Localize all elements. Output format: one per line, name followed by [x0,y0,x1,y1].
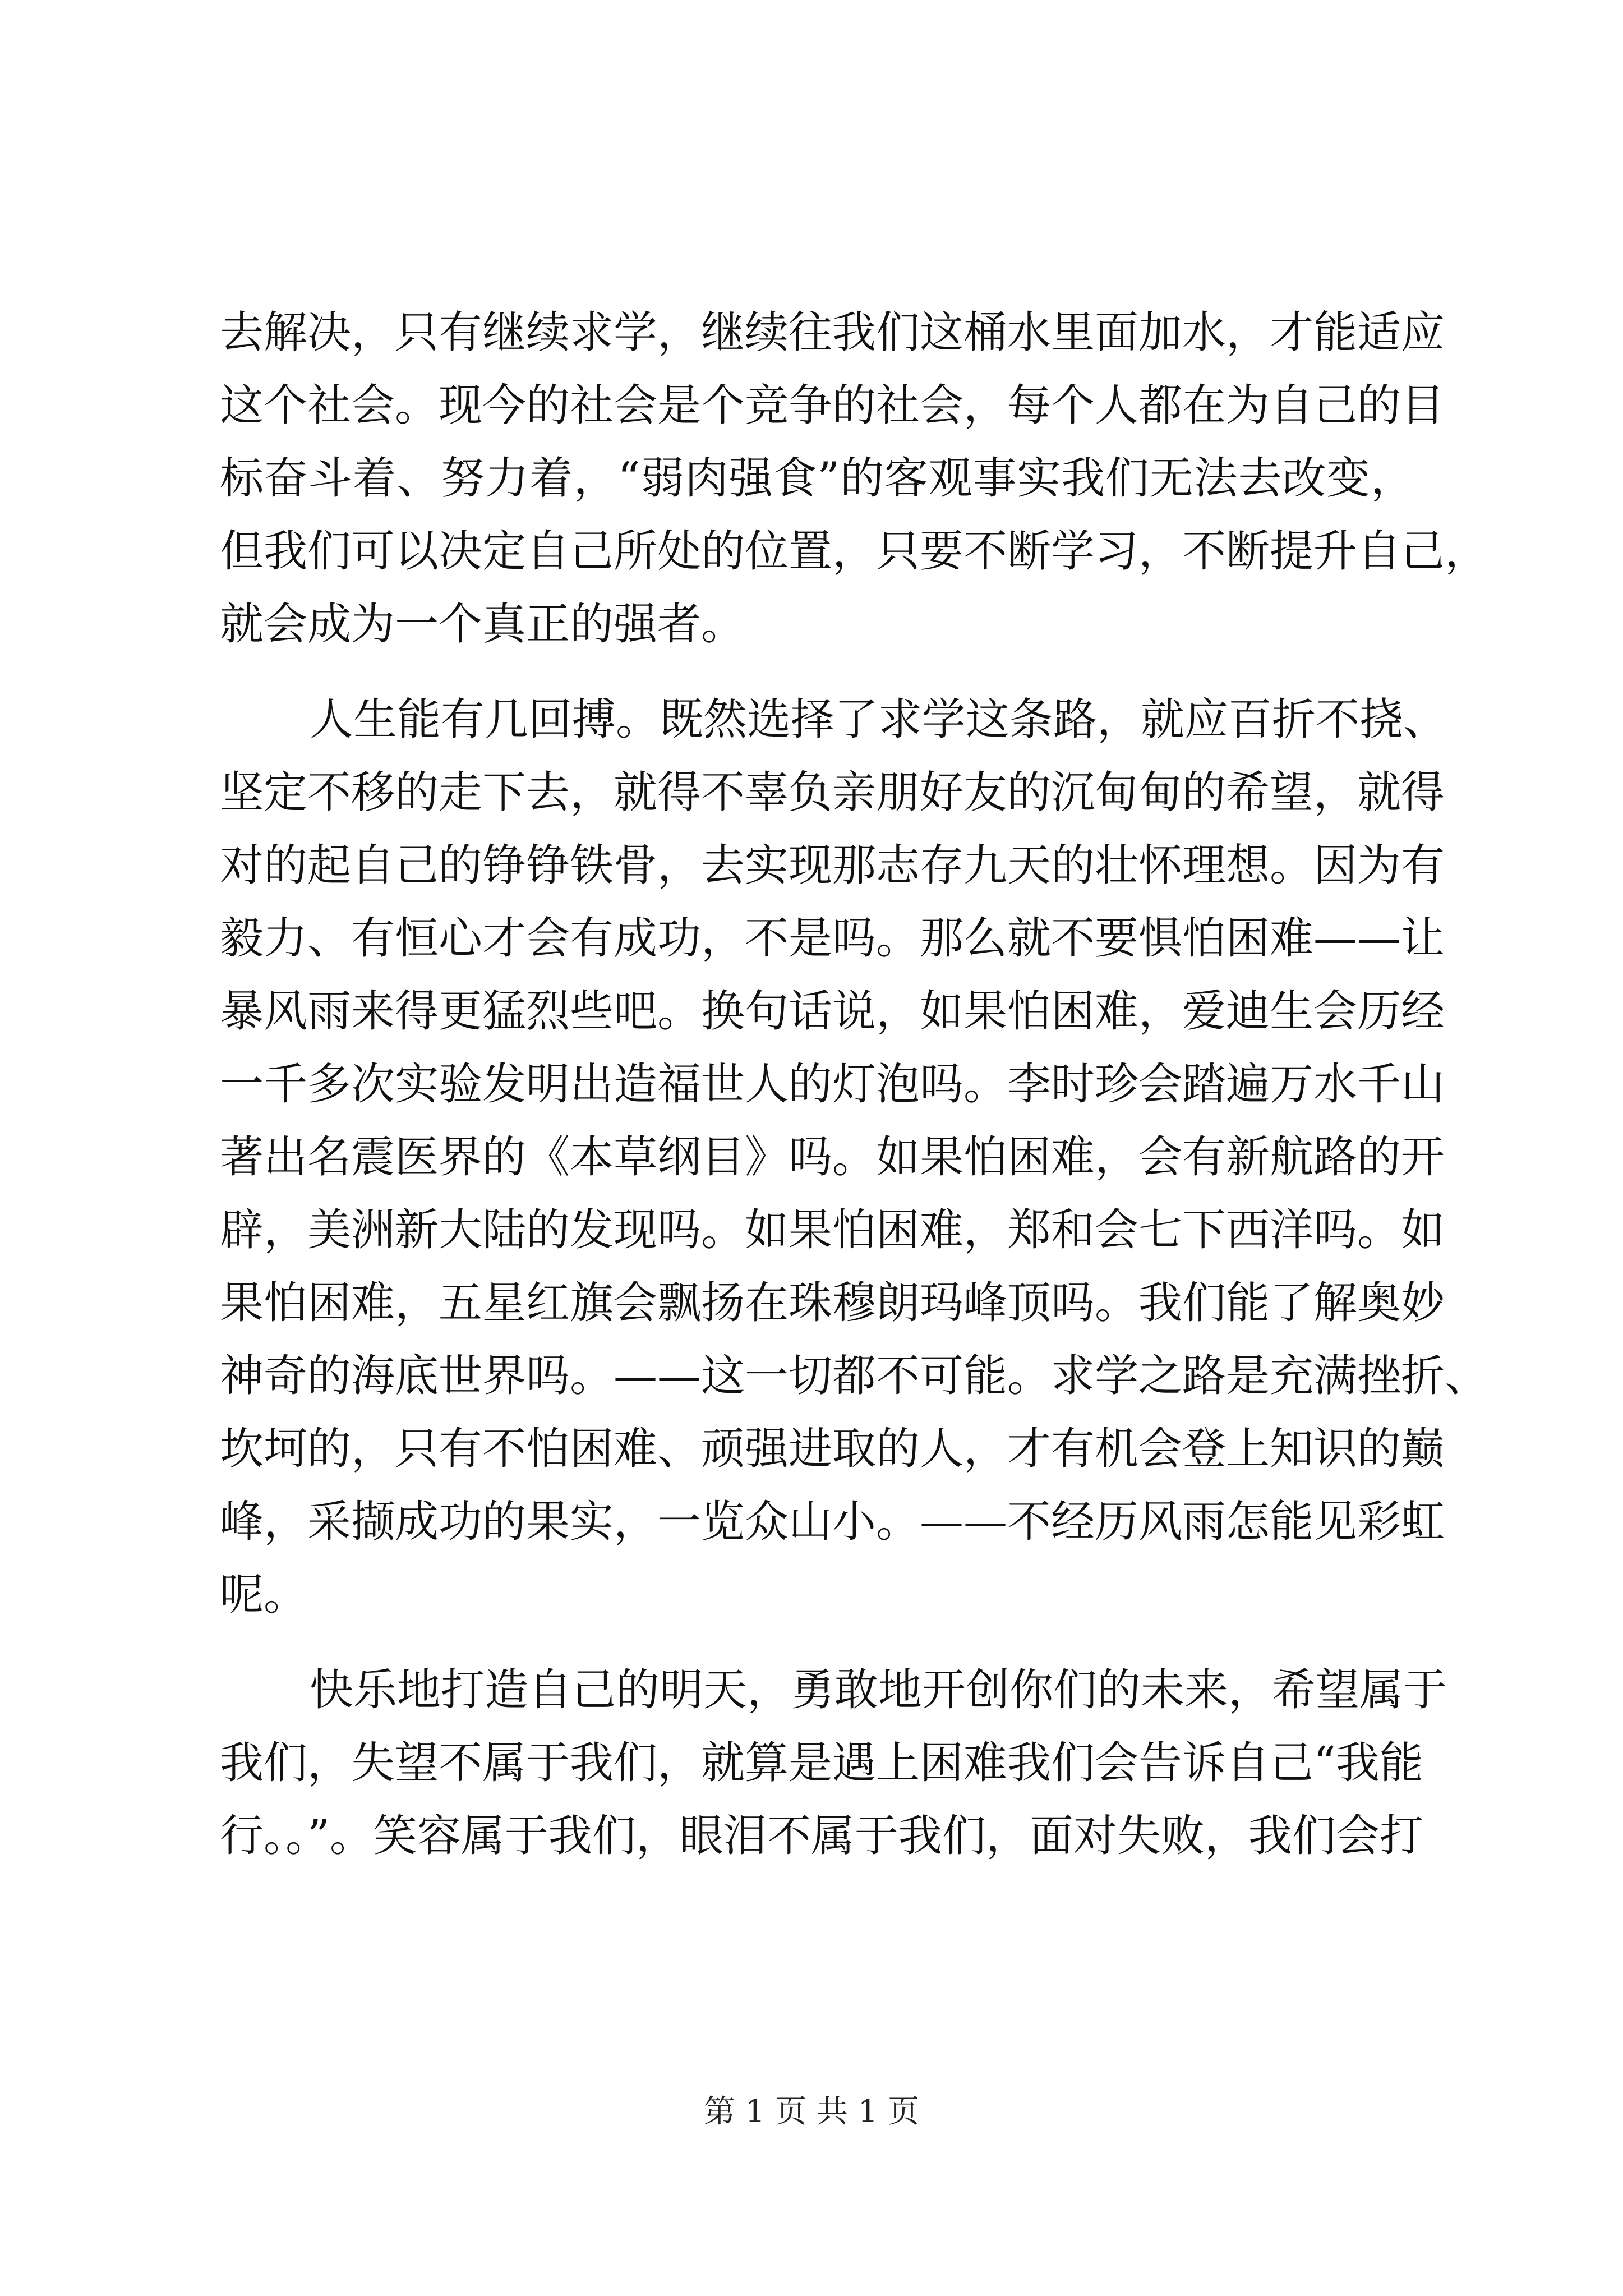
paragraph-gap [220,661,1414,683]
text-line: 神奇的海底世界吗。——这一切都不可能。求学之路是充满挫折、 [220,1351,1489,1401]
text-line: 毅力、有恒心才会有成功，不是吗。那么就不要惧怕困难——让 [220,913,1445,964]
text-line: 我们，失望不属于我们，就算是遇上困难我们会告诉自己“我能 [220,1738,1423,1788]
text-line: 人生能有几回搏。既然选择了求学这条路，就应百折不挠、 [310,694,1447,745]
text-line: 一千多次实验发明出造福世人的灯泡吗。李时珍会踏遍万水千山 [220,1059,1445,1110]
text-line: 暴风雨来得更猛烈些吧。换句话说，如果怕困难，爱迪生会历经 [220,986,1445,1037]
text-line: 对的起自己的铮铮铁骨，去实现那志存九天的壮怀理想。因为有 [220,840,1445,891]
text-line: 就会成为一个真正的强者。 [220,599,745,650]
text-line: 快乐地打造自己的明天，勇敢地开创你们的未来，希望属于 [310,1665,1447,1715]
text-line: 标奋斗着、努力着，“弱肉强食”的客观事实我们无法去改变， [220,453,1414,504]
text-line: 但我们可以决定自己所处的位置，只要不断学习，不断提升自己， [220,526,1489,577]
text-line: 果怕困难，五星红旗会飘扬在珠穆朗玛峰顶吗。我们能了解奥妙 [220,1278,1445,1328]
text-line: 坎坷的，只有不怕困难、顽强进取的人，才有机会登上知识的巅 [220,1424,1445,1474]
page-number-footer: 第 1 页 共 1 页 [703,2093,920,2130]
text-line: 峰，采撷成功的果实，一览众山小。——不经历风雨怎能见彩虹 [220,1497,1445,1547]
text-line: 行。。”。笑容属于我们，眼泪不属于我们，面对失败，我们会打 [220,1811,1423,1861]
text-line: 呢。 [220,1570,308,1620]
text-line: 这个社会。现今的社会是个竞争的社会，每个人都在为自己的目 [220,380,1445,431]
body-text [220,296,1489,1872]
text-line: 去解决，只有继续求学，继续往我们这桶水里面加水，才能适应 [220,307,1445,358]
paragraph-gap [220,1631,1414,1654]
text-line: 著出名震医界的《本草纲目》吗。如果怕困难，会有新航路的开 [220,1132,1445,1182]
text-line: 坚定不移的走下去，就得不辜负亲朋好友的沉甸甸的希望，就得 [220,767,1445,818]
text-line: 辟，美洲新大陆的发现吗。如果怕困难，郑和会七下西洋吗。如 [220,1205,1445,1255]
